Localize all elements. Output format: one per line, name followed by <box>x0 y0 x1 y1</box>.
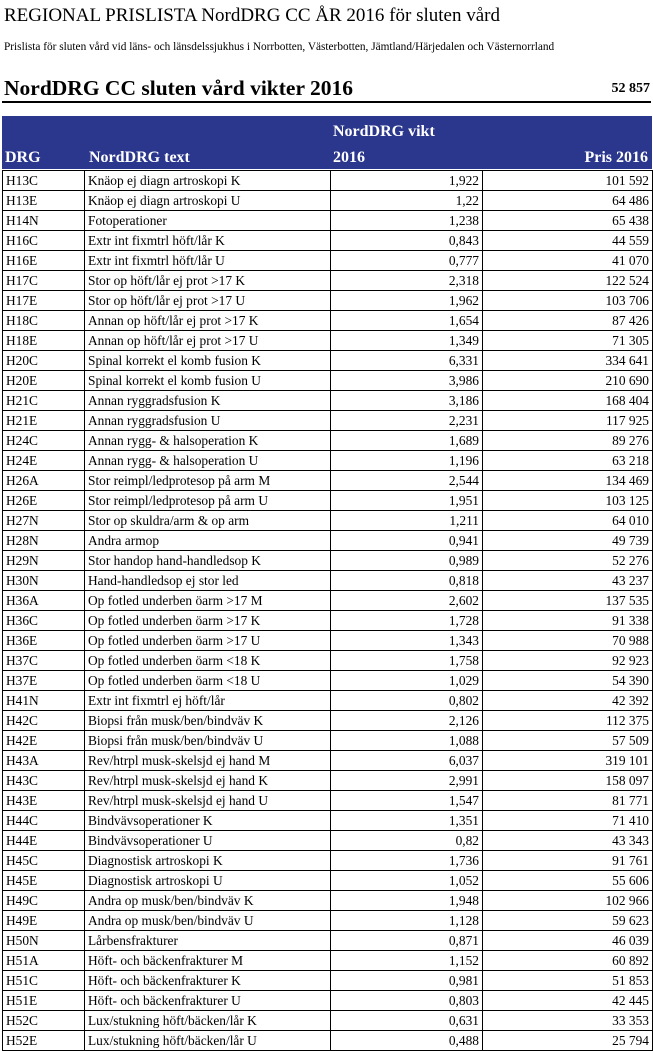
drg-text-cell: Andra op musk/ben/bindväv U <box>85 911 331 931</box>
drg-text-cell: Biopsi från musk/ben/bindväv U <box>85 731 331 751</box>
drg-text-cell: Fotoperationer <box>85 211 331 231</box>
drg-text-cell: Hand-handledsop ej stor led <box>85 571 331 591</box>
weight-cell: 6,331 <box>331 351 483 371</box>
table-row <box>3 871 653 891</box>
drg-text-cell: Biopsi från musk/ben/bindväv K <box>85 711 331 731</box>
drg-cell: H52E <box>3 1031 85 1051</box>
weight-cell: 1,689 <box>331 431 483 451</box>
drg-cell: H30N <box>3 571 85 591</box>
table-row <box>3 611 653 631</box>
drg-cell: H16E <box>3 251 85 271</box>
drg-text-cell: Extr int fixmtrl höft/lår U <box>85 251 331 271</box>
drg-cell: H42E <box>3 731 85 751</box>
weight-cell: 1,152 <box>331 951 483 971</box>
drg-text-cell: Knäop ej diagn artroskopi U <box>85 191 331 211</box>
price-cell: 60 892 <box>483 951 653 971</box>
weight-cell: 1,052 <box>331 871 483 891</box>
drg-cell: H28N <box>3 531 85 551</box>
drg-text-cell: Stor handop hand-handledsop K <box>85 551 331 571</box>
drg-cell: H36A <box>3 591 85 611</box>
price-cell: 46 039 <box>483 931 653 951</box>
drg-text-cell: Op fotled underben öarm <18 K <box>85 651 331 671</box>
drg-cell: H42C <box>3 711 85 731</box>
drg-text-cell: Annan rygg- & halsoperation K <box>85 431 331 451</box>
drg-text-cell: Annan op höft/lår ej prot >17 K <box>85 311 331 331</box>
drg-cell: H50N <box>3 931 85 951</box>
drg-text-cell: Spinal korrekt el komb fusion K <box>85 351 331 371</box>
weight-cell: 1,196 <box>331 451 483 471</box>
price-cell: 89 276 <box>483 431 653 451</box>
weight-cell: 2,231 <box>331 411 483 431</box>
price-cell: 319 101 <box>483 751 653 771</box>
drg-cell: H27N <box>3 511 85 531</box>
price-cell: 91 761 <box>483 851 653 871</box>
drg-cell: H43A <box>3 751 85 771</box>
weight-cell: 1,088 <box>331 731 483 751</box>
drg-text-cell: Op fotled underben öarm <18 U <box>85 671 331 691</box>
drg-cell: H21C <box>3 391 85 411</box>
price-cell: 57 509 <box>483 731 653 751</box>
price-cell: 52 276 <box>483 551 653 571</box>
price-cell: 87 426 <box>483 311 653 331</box>
price-cell: 33 353 <box>483 1011 653 1031</box>
section-heading-row <box>4 76 650 100</box>
table-row <box>3 311 653 331</box>
weight-cell: 0,818 <box>331 571 483 591</box>
drg-text-cell: Op fotled underben öarm >17 M <box>85 591 331 611</box>
drg-cell: H26A <box>3 471 85 491</box>
drg-text-cell: Lux/stukning höft/bäcken/lår K <box>85 1011 331 1031</box>
weight-cell: 0,981 <box>331 971 483 991</box>
drg-cell: H44C <box>3 811 85 831</box>
drg-cell: H41N <box>3 691 85 711</box>
drg-cell: H17C <box>3 271 85 291</box>
price-cell: 64 010 <box>483 511 653 531</box>
weight-cell: 2,991 <box>331 771 483 791</box>
column-header-drg: DRG <box>5 149 41 166</box>
drg-cell: H18C <box>3 311 85 331</box>
price-cell: 137 535 <box>483 591 653 611</box>
table-row <box>3 371 653 391</box>
weight-cell: 0,989 <box>331 551 483 571</box>
drg-text-cell: Diagnostisk artroskopi K <box>85 851 331 871</box>
table-row <box>3 251 653 271</box>
weight-cell: 6,037 <box>331 751 483 771</box>
weight-cell: 1,22 <box>331 191 483 211</box>
price-cell: 25 794 <box>483 1031 653 1051</box>
price-cell: 43 237 <box>483 571 653 591</box>
price-cell: 210 690 <box>483 371 653 391</box>
weight-cell: 1,758 <box>331 651 483 671</box>
weight-cell: 0,82 <box>331 831 483 851</box>
price-cell: 65 438 <box>483 211 653 231</box>
weight-cell: 0,843 <box>331 231 483 251</box>
table-row <box>3 431 653 451</box>
weight-cell: 2,544 <box>331 471 483 491</box>
drg-text-cell: Höft- och bäckenfrakturer K <box>85 971 331 991</box>
table-row <box>3 851 653 871</box>
drg-cell: H16C <box>3 231 85 251</box>
table-row <box>3 191 653 211</box>
drg-text-cell: Höft- och bäckenfrakturer U <box>85 991 331 1011</box>
table-row <box>3 911 653 931</box>
drg-cell: H29N <box>3 551 85 571</box>
drg-cell: H51C <box>3 971 85 991</box>
table-row <box>3 331 653 351</box>
drg-text-cell: Extr int fixmtrl höft/lår K <box>85 231 331 251</box>
weight-cell: 1,343 <box>331 631 483 651</box>
weight-cell: 1,736 <box>331 851 483 871</box>
weight-cell: 1,922 <box>331 171 483 191</box>
drg-cell: H20C <box>3 351 85 371</box>
drg-text-cell: Rev/htrpl musk-skelsjd ej hand K <box>85 771 331 791</box>
drg-cell: H13C <box>3 171 85 191</box>
drg-cell: H51E <box>3 991 85 1011</box>
price-cell: 64 486 <box>483 191 653 211</box>
drg-text-cell: Bindvävsoperationer U <box>85 831 331 851</box>
table-row <box>3 811 653 831</box>
drg-text-cell: Stor reimpl/ledprotesop på arm M <box>85 471 331 491</box>
table-row <box>3 351 653 371</box>
drg-cell: H45E <box>3 871 85 891</box>
drg-cell: H20E <box>3 371 85 391</box>
table-row <box>3 651 653 671</box>
table-row <box>3 471 653 491</box>
drg-text-cell: Stor op höft/lår ej prot >17 K <box>85 271 331 291</box>
drg-text-cell: Stor reimpl/ledprotesop på arm U <box>85 491 331 511</box>
price-cell: 44 559 <box>483 231 653 251</box>
drg-cell: H43E <box>3 791 85 811</box>
table-row <box>3 971 653 991</box>
drg-text-cell: Knäop ej diagn artroskopi K <box>85 171 331 191</box>
table-row <box>3 491 653 511</box>
price-cell: 134 469 <box>483 471 653 491</box>
drg-text-cell: Andra op musk/ben/bindväv K <box>85 891 331 911</box>
price-cell: 168 404 <box>483 391 653 411</box>
price-cell: 103 706 <box>483 291 653 311</box>
drg-text-cell: Spinal korrekt el komb fusion U <box>85 371 331 391</box>
drg-text-cell: Extr int fixmtrl ej höft/lår <box>85 691 331 711</box>
price-cell: 122 524 <box>483 271 653 291</box>
price-cell: 91 338 <box>483 611 653 631</box>
drg-cell: H49E <box>3 911 85 931</box>
weight-cell: 0,802 <box>331 691 483 711</box>
column-header-text: NordDRG text <box>89 149 190 166</box>
table-row <box>3 171 653 191</box>
drg-cell: H26E <box>3 491 85 511</box>
table-row <box>3 531 653 551</box>
weight-cell: 2,602 <box>331 591 483 611</box>
table-row <box>3 511 653 531</box>
drg-cell: H18E <box>3 331 85 351</box>
drg-text-cell: Annan ryggradsfusion K <box>85 391 331 411</box>
drg-text-cell: Rev/htrpl musk-skelsjd ej hand U <box>85 791 331 811</box>
table-row <box>3 711 653 731</box>
price-cell: 63 218 <box>483 451 653 471</box>
price-cell: 71 410 <box>483 811 653 831</box>
weight-cell: 1,238 <box>331 211 483 231</box>
table-row <box>3 791 653 811</box>
drg-cell: H14N <box>3 211 85 231</box>
drg-text-cell: Stor op skuldra/arm & op arm <box>85 511 331 531</box>
price-cell: 51 853 <box>483 971 653 991</box>
price-cell: 71 305 <box>483 331 653 351</box>
table-row <box>3 411 653 431</box>
drg-cell: H51A <box>3 951 85 971</box>
weight-cell: 1,128 <box>331 911 483 931</box>
drg-cell: H24C <box>3 431 85 451</box>
price-cell: 103 125 <box>483 491 653 511</box>
price-cell: 41 070 <box>483 251 653 271</box>
price-cell: 101 592 <box>483 171 653 191</box>
column-header-weight-year: 2016 <box>333 149 365 166</box>
price-cell: 81 771 <box>483 791 653 811</box>
weight-cell: 1,654 <box>331 311 483 331</box>
table-row <box>3 751 653 771</box>
weight-cell: 2,318 <box>331 271 483 291</box>
price-cell: 55 606 <box>483 871 653 891</box>
drg-text-cell: Rev/htrpl musk-skelsjd ej hand M <box>85 751 331 771</box>
weight-cell: 3,186 <box>331 391 483 411</box>
table-row <box>3 891 653 911</box>
weight-cell: 1,349 <box>331 331 483 351</box>
drg-text-cell: Annan op höft/lår ej prot >17 U <box>85 331 331 351</box>
price-cell: 112 375 <box>483 711 653 731</box>
drg-cell: H52C <box>3 1011 85 1031</box>
price-cell: 59 623 <box>483 911 653 931</box>
drg-text-cell: Lårbensfrakturer <box>85 931 331 951</box>
price-cell: 158 097 <box>483 771 653 791</box>
drg-text-cell: Op fotled underben öarm >17 K <box>85 611 331 631</box>
weight-cell: 1,351 <box>331 811 483 831</box>
table-row <box>3 771 653 791</box>
drg-text-cell: Annan ryggradsfusion U <box>85 411 331 431</box>
table-row <box>3 591 653 611</box>
heading-divider <box>2 101 651 103</box>
price-cell: 102 966 <box>483 891 653 911</box>
drg-price-table <box>2 170 653 1051</box>
document-subtitle: Prislista för sluten vård vid läns- och länsdelssjukhus i Norrbotten, Västerbotten, Jämtland/Härjedalen och Västernorrland <box>4 41 555 53</box>
weight-cell: 0,488 <box>331 1031 483 1051</box>
weight-cell: 3,986 <box>331 371 483 391</box>
table-row <box>3 1031 653 1051</box>
weight-cell: 0,777 <box>331 251 483 271</box>
table-row <box>3 931 653 951</box>
drg-text-cell: Bindvävsoperationer K <box>85 811 331 831</box>
drg-text-cell: Höft- och bäckenfrakturer M <box>85 951 331 971</box>
drg-cell: H44E <box>3 831 85 851</box>
price-cell: 92 923 <box>483 651 653 671</box>
drg-text-cell: Op fotled underben öarm >17 U <box>85 631 331 651</box>
price-cell: 54 390 <box>483 671 653 691</box>
weight-cell: 1,728 <box>331 611 483 631</box>
base-price: 52 857 <box>611 81 650 96</box>
weight-cell: 1,029 <box>331 671 483 691</box>
table-row <box>3 1011 653 1031</box>
table-row <box>3 831 653 851</box>
drg-cell: H36E <box>3 631 85 651</box>
table-row <box>3 291 653 311</box>
price-cell: 70 988 <box>483 631 653 651</box>
drg-cell: H37E <box>3 671 85 691</box>
weight-cell: 1,951 <box>331 491 483 511</box>
weight-cell: 2,126 <box>331 711 483 731</box>
table-header <box>2 116 652 169</box>
table-row <box>3 391 653 411</box>
weight-cell: 1,962 <box>331 291 483 311</box>
weight-cell: 0,871 <box>331 931 483 951</box>
table-row <box>3 951 653 971</box>
table-row <box>3 231 653 251</box>
drg-cell: H49C <box>3 891 85 911</box>
table-row <box>3 571 653 591</box>
table-row <box>3 211 653 231</box>
drg-cell: H36C <box>3 611 85 631</box>
price-cell: 334 641 <box>483 351 653 371</box>
drg-cell: H17E <box>3 291 85 311</box>
drg-text-cell: Diagnostisk artroskopi U <box>85 871 331 891</box>
table-row <box>3 691 653 711</box>
weight-cell: 1,948 <box>331 891 483 911</box>
price-cell: 49 739 <box>483 531 653 551</box>
weight-cell: 1,547 <box>331 791 483 811</box>
table-row <box>3 991 653 1011</box>
price-cell: 43 343 <box>483 831 653 851</box>
price-cell: 117 925 <box>483 411 653 431</box>
weight-cell: 0,941 <box>331 531 483 551</box>
drg-text-cell: Stor op höft/lår ej prot >17 U <box>85 291 331 311</box>
document-title: REGIONAL PRISLISTA NordDRG CC ÅR 2016 för sluten vård <box>4 5 500 26</box>
column-header-weight: NordDRG vikt <box>333 123 435 140</box>
section-heading: NordDRG CC sluten vård vikter 2016 <box>4 76 353 100</box>
table-row <box>3 731 653 751</box>
weight-cell: 1,211 <box>331 511 483 531</box>
price-cell: 42 445 <box>483 991 653 1011</box>
column-header-price: Pris 2016 <box>584 149 648 166</box>
drg-cell: H45C <box>3 851 85 871</box>
table-row <box>3 271 653 291</box>
drg-text-cell: Annan rygg- & halsoperation U <box>85 451 331 471</box>
table-row <box>3 551 653 571</box>
drg-text-cell: Lux/stukning höft/bäcken/lår U <box>85 1031 331 1051</box>
table-row <box>3 631 653 651</box>
drg-cell: H37C <box>3 651 85 671</box>
table-row <box>3 671 653 691</box>
drg-cell: H43C <box>3 771 85 791</box>
price-cell: 42 392 <box>483 691 653 711</box>
drg-cell: H24E <box>3 451 85 471</box>
weight-cell: 0,631 <box>331 1011 483 1031</box>
table-row <box>3 451 653 471</box>
drg-cell: H21E <box>3 411 85 431</box>
table-body <box>3 171 653 1051</box>
drg-cell: H13E <box>3 191 85 211</box>
drg-text-cell: Andra armop <box>85 531 331 551</box>
weight-cell: 0,803 <box>331 991 483 1011</box>
